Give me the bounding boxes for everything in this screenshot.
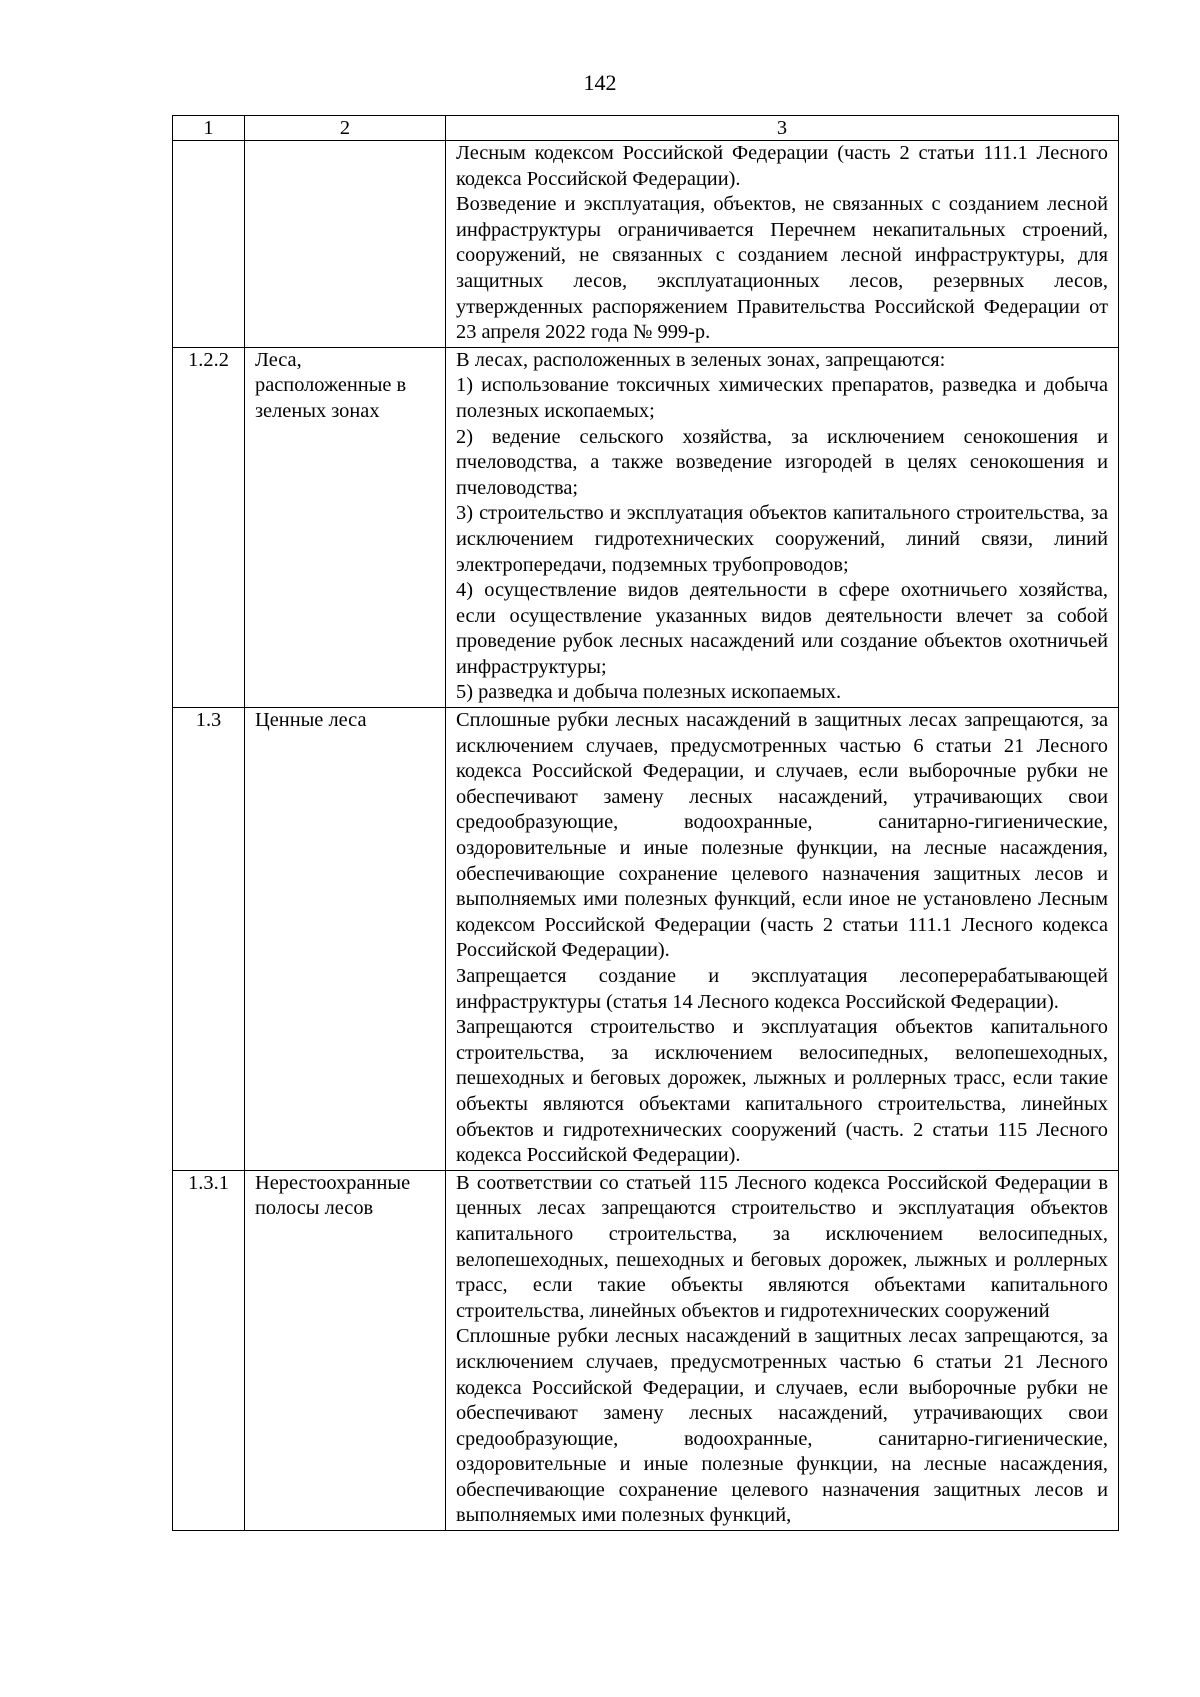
restriction-paragraph: 3) строительство и эксплуатация объектов капитального строительства, за исключением гидротехнических сооружений, линий связи, линий электропередачи, подземных трубопроводов; xyxy=(456,502,1108,576)
table-header-row xyxy=(173,116,1119,141)
restriction-paragraph: Возведение и эксплуатация, объектов, не связанных с созданием лесной инфраструктуры ограничивается Перечнем некапитальных строений, сооружений, не связанных с созданием лесной инфраструктуры, для защитных лесов, эксплуатационных лесов, резервных лесов, утвержденных распоряжением Правительства Российской Федерации от 23 апреля 2022 года № 999-р. xyxy=(456,193,1108,344)
regulations-table xyxy=(172,115,1119,1531)
table-row xyxy=(173,347,1119,707)
column-header-1: 1 xyxy=(173,116,245,141)
row-number-cell: 1.3 xyxy=(173,708,245,1171)
restriction-paragraph: 1) использование токсичных химических препаратов, разведка и добыча полезных ископаемых; xyxy=(456,374,1108,422)
restrictions-cell xyxy=(446,141,1119,348)
restrictions-cell xyxy=(446,708,1119,1171)
forest-category-cell: Леса, расположенные в зеленых зонах xyxy=(245,347,446,707)
restriction-paragraph: В соответствии со статьей 115 Лесного кодекса Российской Федерации в ценных лесах запрещаются строительство и эксплуатация объектов капитального строительства, за исключением велосипедных, велопешеходных, пешеходных и беговых дорожек, лыжных и роллерных трасс, если такие объекты являются объектами капитального строительства, линейных объектов и гидротехнических сооружений xyxy=(456,1171,1108,1322)
page-number: 142 xyxy=(583,70,617,95)
table-row xyxy=(173,1170,1119,1530)
column-header-2: 2 xyxy=(245,116,446,141)
column-header-3: 3 xyxy=(446,116,1119,141)
restrictions-cell xyxy=(446,1170,1119,1530)
row-number-cell xyxy=(173,141,245,348)
restriction-paragraph: Запрещается создание и эксплуатация лесоперерабатывающей инфраструктуры (статья 14 Лесного кодекса Российской Федерации). xyxy=(456,965,1108,1013)
restrictions-cell xyxy=(446,347,1119,707)
forest-category-cell: Ценные леса xyxy=(245,708,446,1171)
restriction-paragraph: 2) ведение сельского хозяйства, за исключением сенокошения и пчеловодства, а также возведение изгородей в целях сенокошения и пчеловодства; xyxy=(456,425,1108,499)
forest-category-cell: Нерестоохранные полосы лесов xyxy=(245,1170,446,1530)
table-row xyxy=(173,141,1119,348)
restriction-paragraph: 5) разведка и добыча полезных ископаемых. xyxy=(456,681,842,704)
restriction-paragraph: 4) осуществление видов деятельности в сфере охотничьего хозяйства, если осуществление указанных видов деятельности влечет за собой проведение рубок лесных насаждений или создание объектов охотничьей инфраструктуры; xyxy=(456,579,1108,678)
row-number-cell: 1.2.2 xyxy=(173,347,245,707)
restriction-paragraph: Запрещаются строительство и эксплуатация объектов капитального строительства, за исключением велосипедных, велопешеходных, пешеходных и беговых дорожек, лыжных и роллерных трасс, если такие объекты являются объектами капитального строительства, линейных объектов и гидротехнических сооружений (часть. 2 статьи 115 Лесного кодекса Российской Федерации). xyxy=(456,1016,1108,1167)
row-number-cell: 1.3.1 xyxy=(173,1170,245,1530)
restriction-paragraph: Сплошные рубки лесных насаждений в защитных лесах запрещаются, за исключением случаев, предусмотренных частью 6 статьи 21 Лесного кодекса Российской Федерации, и случаев, если выборочные рубки не обеспечивают замену лесных насаждений, утрачивающих свои средообразующие, водоохранные, санитарно-гигиенические, оздоровительные и иные полезные функции, на лесные насаждения, обеспечивающие сохранение целевого назначения защитных лесов и выполняемых ими полезных функций, если иное не установлено Лесным кодексом Российской Федерации (часть 2 статьи 111.1 Лесного кодекса Российской Федерации). xyxy=(456,709,1108,962)
restriction-paragraph: Сплошные рубки лесных насаждений в защитных лесах запрещаются, за исключением случаев, предусмотренных частью 6 статьи 21 Лесного кодекса Российской Федерации, и случаев, если выборочные рубки не обеспечивают замену лесных насаждений, утрачивающих свои средообразующие, водоохранные, санитарно-гигиенические, оздоровительные и иные полезные функции, на лесные насаждения, обеспечивающие сохранение целевого назначения защитных лесов и выполняемых ими полезных функций, xyxy=(456,1325,1108,1527)
restriction-paragraph: В лесах, расположенных в зеленых зонах, запрещаются: xyxy=(456,348,946,371)
forest-category-cell xyxy=(245,141,446,348)
table-row xyxy=(173,708,1119,1171)
restriction-paragraph: Лесным кодексом Российской Федерации (часть 2 статьи 111.1 Лесного кодекса Российской Федерации). xyxy=(456,142,1108,190)
